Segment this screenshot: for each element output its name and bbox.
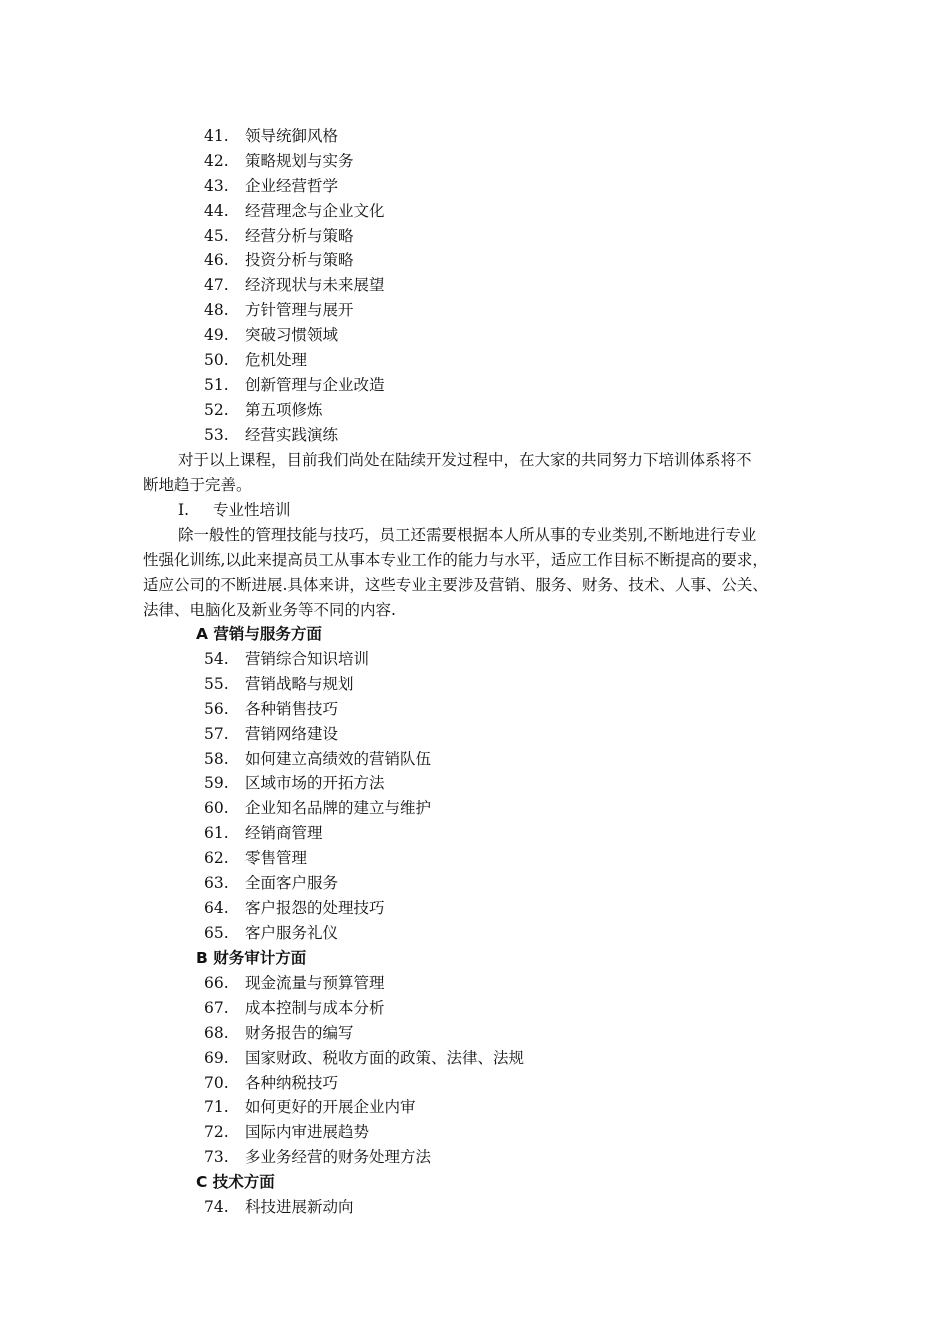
list-item-text: 领导统御风格: [245, 127, 339, 145]
list-item: [0, 423, 950, 448]
list-item-text: 方针管理与展开: [245, 301, 354, 320]
paragraph-line: 除一般性的管理技能与技巧，员工还需要根据本人所从事的专业类别,不断地进行专业: [178, 526, 757, 544]
list-item-number: 62.: [204, 849, 229, 868]
list-item-number: 48.: [204, 301, 229, 320]
list-item: [0, 996, 950, 1021]
list-item: [0, 1145, 950, 1170]
list-item-text: 投资分析与策略: [245, 251, 354, 270]
list-item: [0, 647, 950, 672]
list-item: [0, 796, 950, 821]
list-item-number: 50.: [204, 351, 229, 370]
list-item-text: 经济现状与未来展望: [245, 276, 385, 295]
list-item-text: 如何更好的开展企业内审: [245, 1098, 416, 1117]
course-list-technology: [0, 1195, 950, 1220]
list-item-number: 68.: [204, 1023, 229, 1042]
list-item: [0, 1120, 950, 1145]
list-item-number: 56.: [204, 699, 229, 718]
list-item-number: 44.: [204, 201, 229, 220]
paragraph-line: 性强化训练,以此来提高员工从事本专业工作的能力与水平，适应工作目标不断提高的要求，: [143, 550, 768, 569]
list-item-text: 营销网络建设: [245, 724, 339, 743]
list-item-text: 策略规划与实务: [245, 151, 354, 170]
list-item: [0, 398, 950, 423]
list-item-text: 零售管理: [245, 849, 308, 868]
list-item-number: 58.: [204, 749, 229, 768]
list-item-number: 60.: [204, 799, 229, 818]
list-item: [0, 921, 950, 946]
course-list-finance: [0, 971, 950, 1170]
list-item: [0, 1021, 950, 1046]
list-item: [0, 124, 950, 149]
list-item-text: 国际内审进展趋势: [245, 1123, 370, 1142]
list-item: [0, 771, 950, 796]
list-item-number: 66.: [204, 974, 229, 992]
paragraph-course-summary: [143, 448, 823, 498]
list-item-number: 43.: [204, 176, 229, 195]
list-item: [0, 149, 950, 174]
list-item-number: 72.: [204, 1123, 229, 1142]
list-item-text: 经销商管理: [245, 824, 323, 843]
list-item: [0, 871, 950, 896]
list-item-number: 63.: [204, 874, 229, 893]
list-item-text: 创新管理与企业改造: [245, 375, 385, 394]
list-item: [0, 174, 950, 199]
list-item-text: 国家财政、税收方面的政策、法律、法规: [245, 1048, 525, 1067]
list-item: [0, 199, 950, 224]
list-item-number: 46.: [204, 251, 229, 270]
list-item-number: 67.: [204, 998, 229, 1017]
list-item: [0, 224, 950, 249]
list-item: [0, 1195, 950, 1220]
paragraph-line: 对于以上课程，目前我们尚处在陆续开发过程中，在大家的共同努力下培训体系将不: [178, 451, 752, 469]
list-item-text: 经营分析与策略: [245, 226, 354, 245]
subheading-finance-audit: B 财务审计方面: [196, 949, 307, 967]
list-item: [0, 896, 950, 921]
course-list-marketing: [0, 647, 950, 946]
paragraph-professional-training: [143, 523, 823, 623]
list-item-text: 突破习惯领域: [245, 326, 339, 345]
list-item-text: 财务报告的编写: [245, 1023, 354, 1042]
section-title: 专业性培训: [213, 501, 291, 519]
list-item-text: 现金流量与预算管理: [245, 974, 385, 992]
list-item-text: 第五项修炼: [245, 400, 323, 419]
list-item-number: 65.: [204, 923, 229, 942]
list-item-text: 危机处理: [245, 351, 308, 370]
list-item-number: 45.: [204, 226, 229, 245]
list-item: [0, 821, 950, 846]
list-item: [0, 722, 950, 747]
list-item: [0, 1046, 950, 1071]
list-item-number: 47.: [204, 276, 229, 295]
list-item: [0, 747, 950, 772]
list-item-number: 70.: [204, 1073, 229, 1092]
list-item-text: 各种纳税技巧: [245, 1073, 339, 1092]
list-item-number: 57.: [204, 724, 229, 743]
list-item: [0, 846, 950, 871]
list-item-number: 69.: [204, 1048, 229, 1067]
list-item: [0, 697, 950, 722]
subheading-marketing-service: A 营销与服务方面: [196, 625, 322, 643]
list-item: [0, 273, 950, 298]
list-item: [0, 1095, 950, 1120]
list-item: [0, 1071, 950, 1096]
list-item: [0, 672, 950, 697]
list-item-number: 55.: [204, 674, 229, 693]
list-item-number: 52.: [204, 400, 229, 419]
list-item-text: 客户服务礼仪: [245, 923, 339, 942]
list-item-number: 49.: [204, 326, 229, 345]
course-list-general: [0, 124, 950, 448]
list-item: [0, 298, 950, 323]
list-item-number: 64.: [204, 898, 229, 917]
list-item-number: 54.: [204, 650, 229, 668]
list-item-text: 全面客户服务: [245, 874, 339, 893]
list-item: [0, 248, 950, 273]
section-number: I.: [178, 501, 190, 519]
list-item: [0, 373, 950, 398]
list-item-number: 73.: [204, 1148, 229, 1167]
list-item-text: 客户报怨的处理技巧: [245, 898, 385, 917]
list-item-number: 59.: [204, 774, 229, 793]
list-item-text: 成本控制与成本分析: [245, 998, 385, 1017]
list-item-number: 53.: [204, 425, 229, 444]
paragraph-line: 适应公司的不断进展.具体来讲，这些专业主要涉及营销、服务、财务、技术、人事、公关、: [143, 575, 768, 594]
list-item-text: 科技进展新动向: [245, 1198, 354, 1216]
list-item-text: 企业知名品牌的建立与维护: [245, 799, 432, 818]
list-item-number: 61.: [204, 824, 229, 843]
list-item-text: 多业务经营的财务处理方法: [245, 1148, 432, 1167]
list-item: [0, 323, 950, 348]
list-item-text: 营销综合知识培训: [245, 650, 370, 668]
subheading-technology: C 技术方面: [196, 1173, 275, 1191]
list-item-text: 经营实践演练: [245, 425, 339, 444]
list-item-number: 51.: [204, 375, 229, 394]
list-item-text: 营销战略与规划: [245, 674, 354, 693]
list-item-number: 41.: [204, 127, 229, 145]
paragraph-line: 断地趋于完善。: [143, 475, 252, 494]
list-item-text: 区域市场的开拓方法: [245, 774, 385, 793]
list-item: [0, 348, 950, 373]
list-item-text: 经营理念与企业文化: [245, 201, 385, 220]
list-item-number: 42.: [204, 151, 229, 170]
list-item-number: 71.: [204, 1098, 229, 1117]
list-item-number: 74.: [204, 1198, 229, 1216]
paragraph-line: 法律、电脑化及新业务等不同的内容.: [143, 600, 396, 619]
list-item-text: 如何建立高绩效的营销队伍: [245, 749, 432, 768]
list-item: [0, 971, 950, 996]
list-item-text: 各种销售技巧: [245, 699, 339, 718]
list-item-text: 企业经营哲学: [245, 176, 339, 195]
